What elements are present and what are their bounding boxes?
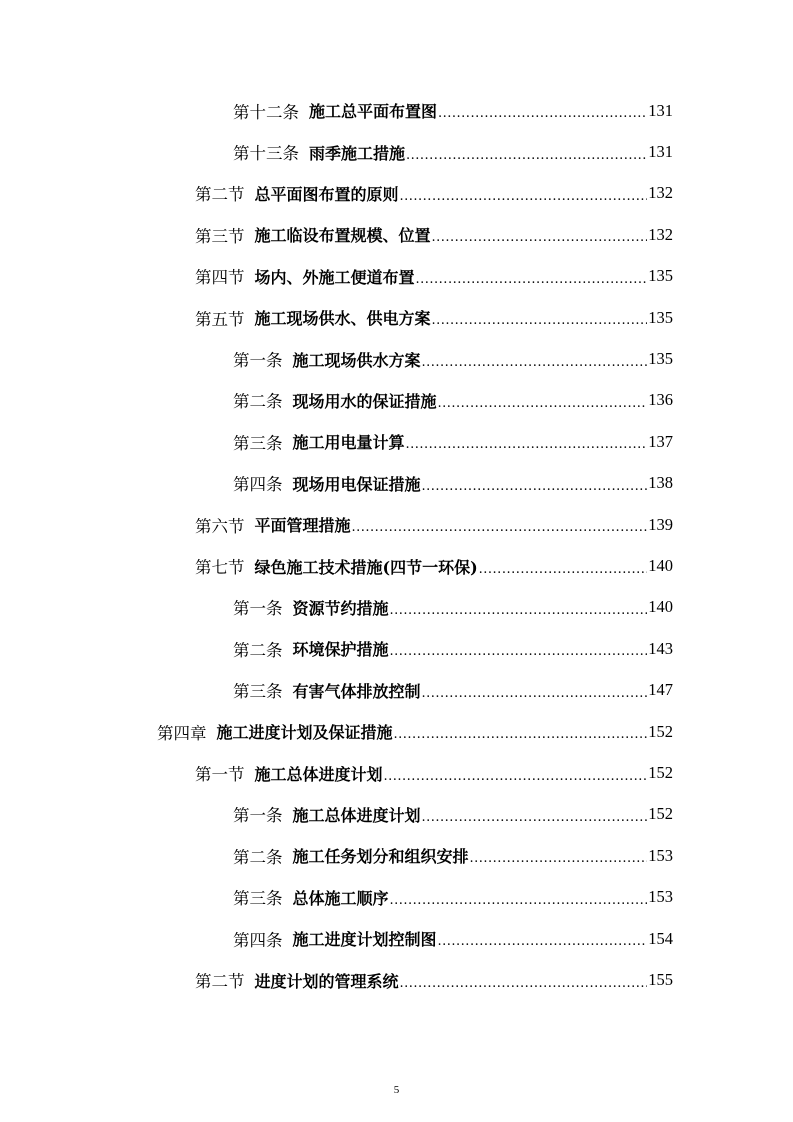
dot-leader [432,313,648,328]
toc-entry[interactable] [233,877,673,918]
toc-entry[interactable] [195,752,673,793]
toc-entry-title: 施工现场供水方案 [292,350,421,370]
toc-entry-number: 第一条 [233,351,283,371]
toc-entry-page: 152 [648,804,673,824]
toc-entry-number: 第三条 [233,889,283,909]
toc-entry-title: 施工任务划分和组织安排 [292,847,469,867]
table-of-contents [0,90,793,1002]
toc-entry[interactable] [233,380,673,421]
toc-entry[interactable] [195,297,673,338]
dot-leader [422,355,648,370]
dot-leader [422,479,648,494]
toc-entry[interactable] [195,214,673,255]
toc-entry-page: 135 [648,266,673,286]
toc-entry-number: 第一条 [233,599,283,619]
toc-entry-number: 第六节 [195,516,245,536]
toc-entry-number: 第四条 [233,475,283,495]
dot-leader [406,148,647,163]
toc-entry-page: 153 [648,887,673,907]
toc-entry-title: 施工进度计划及保证措施 [216,723,393,743]
page-number: 5 [393,1084,400,1096]
dot-leader [390,644,648,659]
toc-entry-number: 第二条 [233,640,283,660]
toc-entry-title: 有害气体排放控制 [292,681,421,701]
toc-entry-page: 140 [648,556,673,576]
toc-entry[interactable] [233,338,673,379]
toc-entry-title: 施工临设布置规模、位置 [254,226,431,246]
toc-entry-number: 第二节 [195,185,245,205]
toc-entry-page: 143 [648,638,673,658]
toc-entry-page: 154 [648,928,673,948]
toc-entry-page: 140 [648,597,673,617]
toc-entry-number: 第十二条 [233,102,299,122]
dot-leader [416,272,648,287]
toc-entry-title: 进度计划的管理系统 [254,971,399,991]
toc-entry-number: 第三条 [233,682,283,702]
toc-entry-page: 155 [648,970,673,990]
toc-entry[interactable] [233,421,673,462]
toc-entry-number: 第二节 [195,972,245,992]
dot-leader [394,727,648,742]
toc-entry-page: 131 [648,142,673,162]
toc-entry[interactable] [233,463,673,504]
dot-leader [384,769,648,784]
dot-leader [422,810,648,825]
dot-leader [390,893,648,908]
toc-entry-title: 施工总平面布置图 [309,102,438,122]
toc-entry-page: 152 [648,721,673,741]
toc-entry-number: 第十三条 [233,144,299,164]
toc-entry-page: 136 [648,390,673,410]
toc-entry-page: 132 [648,224,673,244]
toc-entry-number: 第五节 [195,309,245,329]
toc-entry-title: 资源节约措施 [292,598,389,618]
toc-entry-title: 平面管理措施 [254,516,351,536]
toc-entry-page: 139 [648,514,673,534]
dot-leader [438,396,648,411]
toc-entry-number: 第二条 [233,847,283,867]
dot-leader [352,520,648,535]
dot-leader [400,189,648,204]
toc-entry[interactable] [233,587,673,628]
toc-entry-page: 135 [648,307,673,327]
toc-entry-number: 第二条 [233,392,283,412]
toc-entry-page: 138 [648,473,673,493]
toc-entry-page: 135 [648,349,673,369]
toc-entry[interactable] [195,256,673,297]
toc-entry[interactable] [233,670,673,711]
toc-entry-page: 153 [648,845,673,865]
toc-entry[interactable] [195,504,673,545]
toc-entry-number: 第四节 [195,268,245,288]
toc-entry-title: 总平面图布置的原则 [254,184,399,204]
dot-leader [422,686,648,701]
toc-entry[interactable] [233,835,673,876]
dot-leader [406,437,648,452]
toc-entry-number: 第三节 [195,226,245,246]
toc-entry[interactable] [233,794,673,835]
toc-entry[interactable] [195,545,673,586]
toc-entry-title: 施工总体进度计划 [292,805,421,825]
toc-entry-title: 施工用电量计算 [292,433,405,453]
toc-entry-title: 总体施工顺序 [292,888,389,908]
dot-leader [390,603,648,618]
toc-entry-title: 施工进度计划控制图 [292,930,437,950]
dot-leader [438,106,647,121]
toc-entry-page: 152 [648,763,673,783]
toc-entry-number: 第七节 [195,558,245,578]
toc-entry[interactable] [233,628,673,669]
toc-entry-number: 第一条 [233,806,283,826]
toc-entry[interactable] [233,131,673,172]
toc-entry-number: 第一节 [195,765,245,785]
toc-entry-page: 132 [648,183,673,203]
toc-entry-title: 施工总体进度计划 [254,764,383,784]
toc-entry[interactable] [233,90,673,131]
dot-leader [432,230,648,245]
toc-entry-title: 现场用电保证措施 [292,474,421,494]
toc-entry-title: 场内、外施工便道布置 [254,267,415,287]
toc-entry-page: 131 [648,100,673,120]
dot-leader [479,562,648,577]
dot-leader [470,851,648,866]
dot-leader [400,976,648,991]
toc-entry-number: 第四条 [233,930,283,950]
toc-entry-page: 147 [648,680,673,700]
toc-entry-page: 137 [648,431,673,451]
toc-entry-title: 环境保护措施 [292,640,389,660]
dot-leader [438,934,648,949]
toc-entry[interactable] [195,959,673,1000]
toc-entry-title: 施工现场供水、供电方案 [254,309,431,329]
toc-entry-title: 现场用水的保证措施 [292,391,437,411]
toc-entry[interactable] [195,173,673,214]
toc-entry-title: 雨季施工措施 [309,143,406,163]
toc-entry-number: 第三条 [233,433,283,453]
toc-entry-title: 绿色施工技术措施(四节一环保) [254,557,478,577]
toc-entry[interactable] [157,711,673,752]
toc-entry-number: 第四章 [157,723,207,743]
toc-entry[interactable] [233,918,673,959]
